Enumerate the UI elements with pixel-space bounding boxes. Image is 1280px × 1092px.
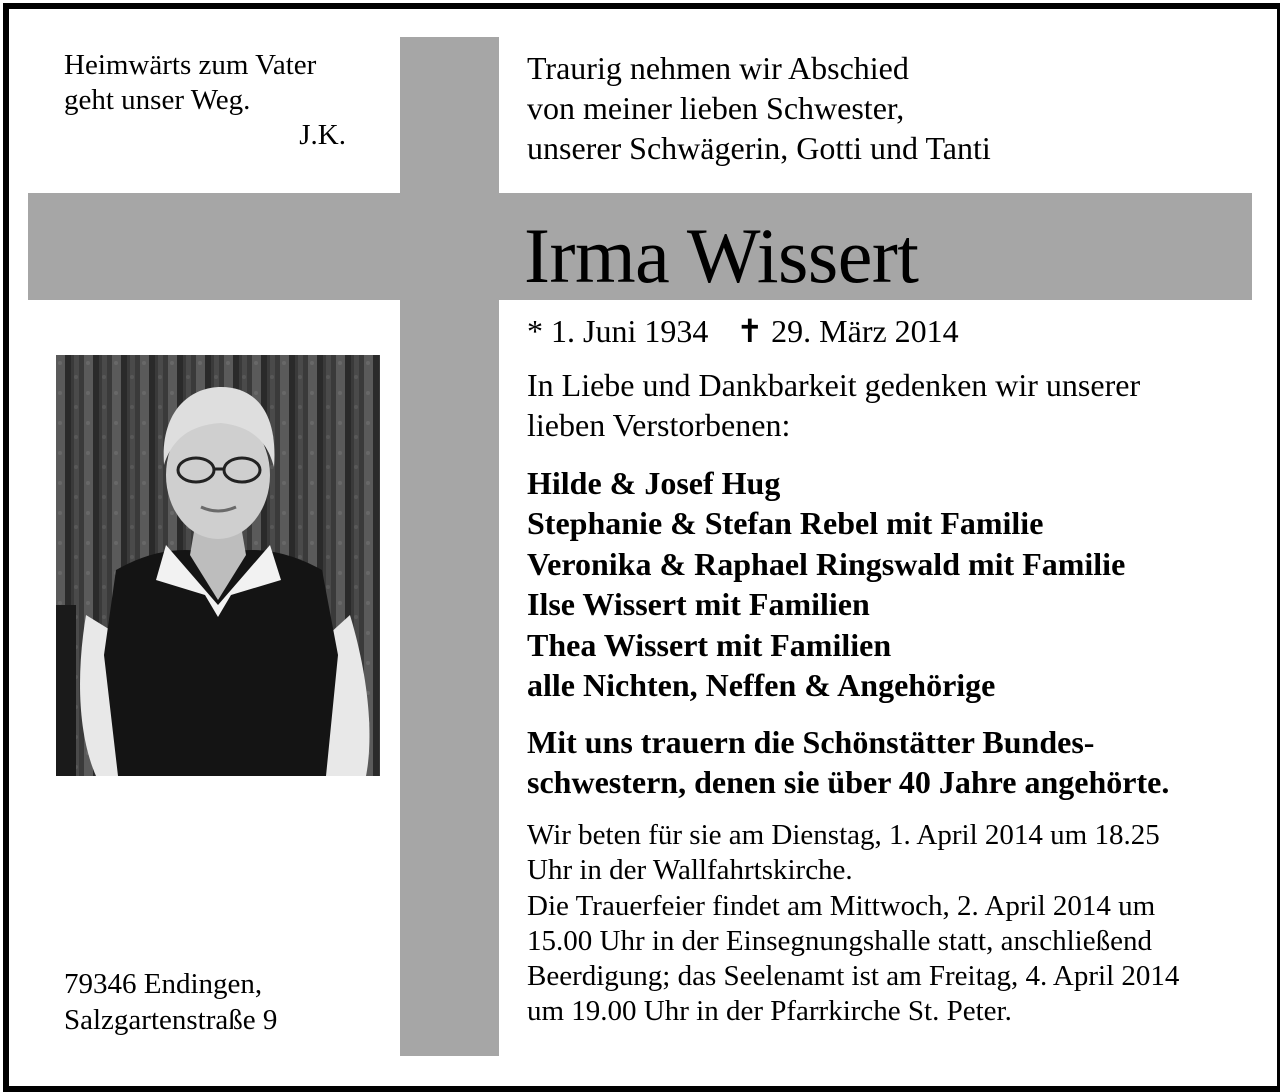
portrait-photo [56,355,380,776]
address-line: 79346 Endingen, [64,968,263,1000]
mourner-entry: Ilse Wissert mit Familien [527,586,870,623]
cross-vertical-beam [400,37,499,1056]
death-date: ✝ 29. März 2014 [736,313,959,349]
mourner-entry: Veronika & Raphael Ringswald mit Familie [527,545,1126,582]
service-line: Uhr in der Wallfahrtskirche. [527,854,853,887]
deceased-name: Irma Wissert [524,212,919,299]
mourner-entry: Hilde & Josef Hug [527,465,781,501]
memory-block [527,365,1140,445]
service-line: um 19.00 Uhr in der Pfarrkirche St. Peter. [527,995,1012,1028]
quote-line: geht unser Weg. [64,84,251,116]
quote-block [64,48,346,153]
intro-line: von meiner lieben Schwester, [527,90,905,126]
mourner-entry: alle Nichten, Neffen & Angehörige [527,667,996,704]
birth-date: * 1. Juni 1934 [527,313,709,349]
address-block [64,966,277,1038]
service-block [527,818,1179,1030]
memory-line: In Liebe und Dankbarkeit gedenken wir unserer [527,367,1141,403]
sisters-block [527,722,1169,802]
life-dates [527,312,959,350]
sisters-line: Mit uns trauern die Schönstätter Bundes- [527,724,1095,760]
mourner-entry: Stephanie & Stefan Rebel mit Familie [527,505,1044,542]
service-line: Beerdigung; das Seelenamt ist am Freitag, 4. April 2014 [527,960,1180,993]
mourners-list [527,463,1125,705]
quote-author: J.K. [299,119,346,151]
intro-line: unserer Schwägerin, Gotti und Tanti [527,130,991,166]
address-line: Salzgartenstraße 9 [64,1004,278,1036]
memory-line: lieben Verstorbenen: [527,407,791,443]
service-line: 15.00 Uhr in der Einsegnungshalle statt, anschließend [527,924,1152,957]
intro-block [527,48,991,168]
quote-line: Heimwärts zum Vater [64,49,317,81]
intro-line: Traurig nehmen wir Abschied [527,50,909,86]
service-line: Wir beten für sie am Dienstag, 1. April 2014 um 18.25 [527,819,1160,851]
mourner-entry: Thea Wissert mit Familien [527,626,892,663]
service-line: Die Trauerfeier findet am Mittwoch, 2. April 2014 um [527,889,1156,922]
sisters-line: schwestern, denen sie über 40 Jahre angehörte. [527,764,1170,800]
